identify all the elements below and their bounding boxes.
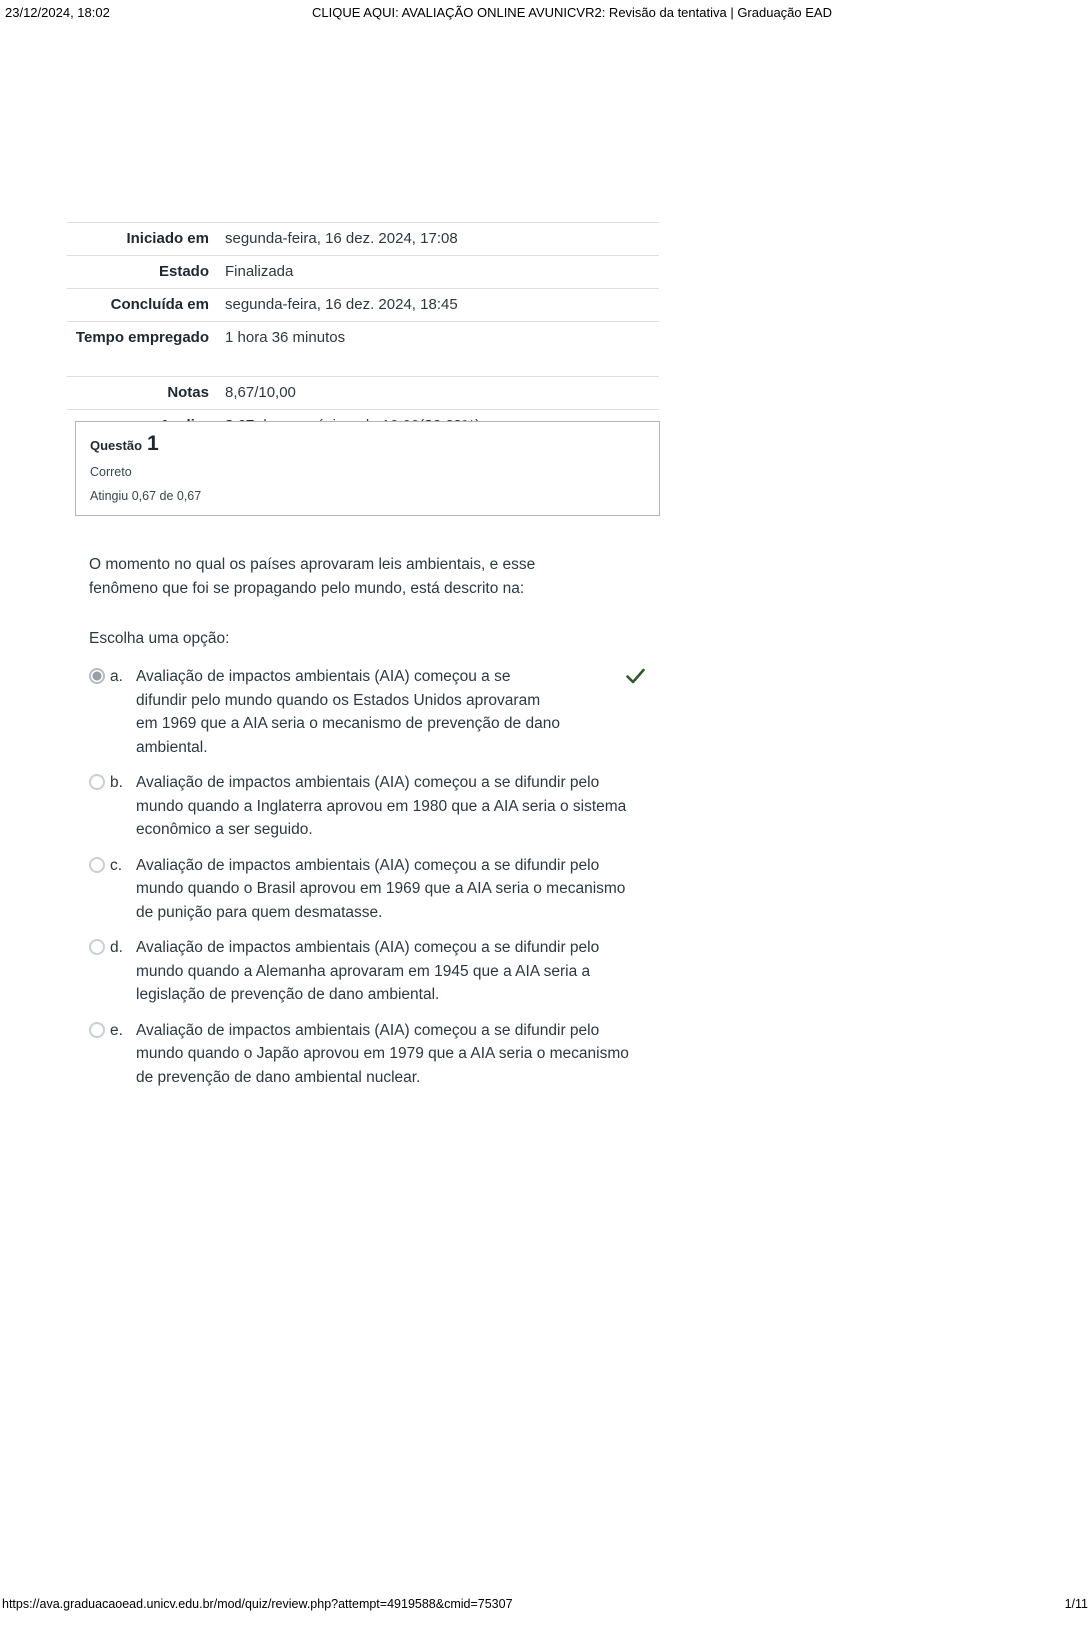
row-label: Notas xyxy=(167,384,209,401)
row-label: Tempo empregado xyxy=(75,329,209,346)
radio-button-selected[interactable] xyxy=(89,668,105,684)
question-state-badge: Correto xyxy=(90,465,132,479)
print-datetime: 23/12/2024, 18:02 xyxy=(5,5,110,20)
row-value: Finalizada xyxy=(225,263,294,280)
option-text: Avaliação de impactos ambientais (AIA) começou a se difundir pelo mundo quando o Brasil aprovou em 1969 que a AIA seria o mecanismo de punição para quem desmatasse. xyxy=(136,856,626,921)
radio-button[interactable] xyxy=(89,774,105,790)
answer-option-a[interactable] xyxy=(89,665,645,759)
row-label: Concluída em xyxy=(110,296,209,313)
print-footer xyxy=(0,1597,1092,1613)
row-value: segunda-feira, 16 dez. 2024, 18:45 xyxy=(225,296,458,313)
option-text: Avaliação de impactos ambientais (AIA) começou a se difundir pelo mundo quando a Alemanha aprovaram em 1945 que a AIA seria a legislação de prevenção de dano ambiental. xyxy=(136,939,600,1003)
radio-button[interactable] xyxy=(89,939,105,955)
table-row-state xyxy=(67,256,659,289)
row-label: Estado xyxy=(158,263,209,280)
correct-answer-check-icon xyxy=(626,668,645,684)
option-letter: a. xyxy=(110,668,123,685)
table-row-time-taken xyxy=(67,322,659,377)
row-value: 1 hora 36 minutos xyxy=(225,329,346,346)
radio-button[interactable] xyxy=(89,1022,105,1038)
table-row-started xyxy=(67,223,659,256)
answer-option-d[interactable] xyxy=(89,936,645,1007)
radio-button[interactable] xyxy=(89,857,105,873)
print-url: https://ava.graduacaoead.unicv.edu.br/mod/quiz/review.php?attempt=4919588&cmid=75307 xyxy=(2,1597,513,1611)
choice-prompt: Escolha uma opção: xyxy=(89,630,230,647)
row-value: 8,67/10,00 xyxy=(225,384,296,401)
row-value: segunda-feira, 16 dez. 2024, 17:08 xyxy=(225,230,458,247)
print-header xyxy=(0,5,1092,23)
question-text: O momento no qual os países aprovaram leis ambientais, e esse fenômeno que foi se propagando pelo mundo, está descrito na: xyxy=(89,556,536,597)
row-label: Iniciado em xyxy=(126,230,209,247)
question-points: Atingiu 0,67 de 0,67 xyxy=(90,489,202,503)
option-letter: b. xyxy=(110,774,123,791)
question-number-line xyxy=(90,432,645,458)
option-letter: e. xyxy=(110,1021,123,1039)
option-letter: d. xyxy=(110,939,123,956)
table-row-marks xyxy=(67,377,659,410)
print-page-number: 1/11 xyxy=(1064,1597,1088,1611)
answer-option-e[interactable] xyxy=(89,1019,645,1090)
option-letter: c. xyxy=(110,856,123,874)
question-content xyxy=(89,553,649,1101)
option-text: Avaliação de impactos ambientais (AIA) começou a se difundir pelo mundo quando o Japão aprovou em 1979 que a AIA seria o mecanismo de prevenção de dano ambiental nuclear. xyxy=(136,1021,629,1086)
question-number: 1 xyxy=(147,432,159,455)
question-label: Questão xyxy=(90,438,143,453)
answer-options xyxy=(89,665,645,1089)
answer-option-c[interactable] xyxy=(89,854,645,925)
option-text: Avaliação de impactos ambientais (AIA) começou a se difundir pelo mundo quando a Inglaterra aprovou em 1980 que a AIA seria o sistema econômico a ser seguido. xyxy=(136,774,627,838)
attempt-summary-table xyxy=(67,222,659,442)
table-row-completed xyxy=(67,289,659,322)
question-info-box xyxy=(75,421,660,516)
print-title: CLIQUE AQUI: AVALIAÇÃO ONLINE AVUNICVR2: Revisão da tentativa | Graduação EAD xyxy=(312,5,832,20)
option-text: Avaliação de impactos ambientais (AIA) começou a se difundir pelo mundo quando os Estados Unidos aprovaram em 1969 que a AIA seria o mecanismo de prevenção de dano ambiental. xyxy=(136,668,560,756)
answer-option-b[interactable] xyxy=(89,771,645,842)
